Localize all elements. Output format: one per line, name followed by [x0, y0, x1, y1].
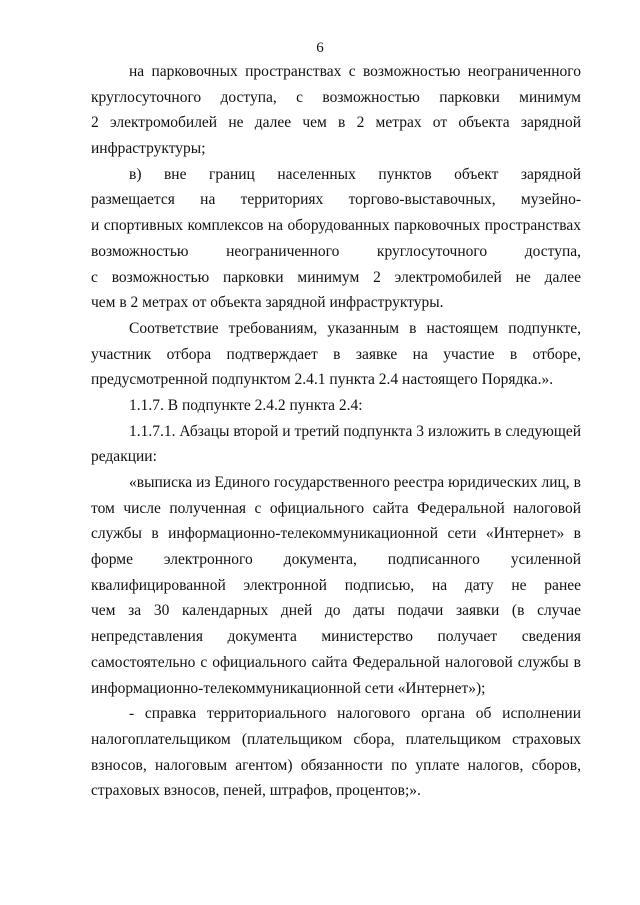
text-line: 1.1.7.1. Абзацы второй и третий подпункта 3 изложить в следующей — [129, 422, 581, 440]
text-line: предусмотренной подпунктом 2.4.1 пункта 2.4 настоящего Порядка.». — [91, 371, 554, 389]
paragraph-egrul-extract — [91, 470, 581, 701]
text-line: службы в информационно-телекоммуникационной сети «Интернет» в — [91, 525, 581, 543]
text-line: квалифицированной электронной подписью, на дату не ранее — [91, 576, 581, 594]
text-line: 1.1.7. В подпункте 2.4.2 пункта 2.4: — [129, 396, 363, 414]
text-line: инфраструктуры; — [91, 140, 206, 158]
paragraph-parking-continuation — [91, 59, 581, 162]
page-number: 6 — [316, 40, 324, 56]
text-line: страховых взносов, пеней, штрафов, процентов;». — [91, 782, 421, 800]
text-line: чем в 2 метрах от объекта зарядной инфраструктуры. — [91, 294, 444, 312]
text-line: информационно-телекоммуникационной сети «Интернет»); — [91, 679, 486, 697]
text-line: «выписка из Единого государственного реестра юридических лиц, в — [129, 474, 581, 491]
text-line: чем за 30 календарных дней до даты подачи заявки (в случае — [91, 602, 581, 620]
text-line: Соответствие требованиям, указанным в настоящем подпункте, — [129, 319, 581, 337]
text-line: форме электронного документа, подписанного усиленной — [91, 551, 581, 569]
paragraph-1-1-7-1 — [91, 419, 581, 470]
text-line: - справка территориального налогового органа об исполнении — [129, 705, 581, 723]
paragraph-tax-certificate — [91, 701, 581, 804]
text-line: и спортивных комплексов на оборудованных парковочных пространствах — [91, 217, 581, 235]
text-line: в) вне границ населенных пунктов объект зарядной — [129, 165, 581, 183]
text-line: 2 электромобилей не далее чем в 2 метрах от объекта зарядной — [91, 114, 581, 132]
paragraph-1-1-7 — [91, 393, 581, 419]
text-line: круглосуточного доступа, с возможностью парковки минимум — [91, 88, 581, 106]
text-line: возможностью неограниченного круглосуточного доступа, — [91, 242, 581, 260]
text-line: участник отбора подтверждает в заявке на участие в отборе, — [91, 345, 581, 363]
text-line: редакции: — [91, 448, 157, 466]
text-line: непредставления документа министерство получает сведения — [91, 628, 581, 646]
paragraph-compliance — [91, 316, 581, 393]
document-body — [91, 59, 581, 804]
text-line: том числе полученная с официального сайта Федеральной налоговой — [91, 499, 581, 517]
text-line: самостоятельно с официального сайта Федеральной налоговой службы в — [91, 653, 581, 671]
paragraph-item-v — [91, 162, 581, 316]
text-line: на парковочных пространствах с возможностью неограниченного — [129, 63, 581, 80]
text-line: с возможностью парковки минимум 2 электромобилей не далее — [91, 268, 581, 286]
text-line: размещается на территориях торгово-выставочных, музейно- — [91, 191, 581, 209]
text-line: налогоплательщиком (плательщиком сбора, плательщиком страховых — [91, 730, 581, 748]
text-line: взносов, налоговым агентом) обязанности по уплате налогов, сборов, — [91, 756, 581, 774]
